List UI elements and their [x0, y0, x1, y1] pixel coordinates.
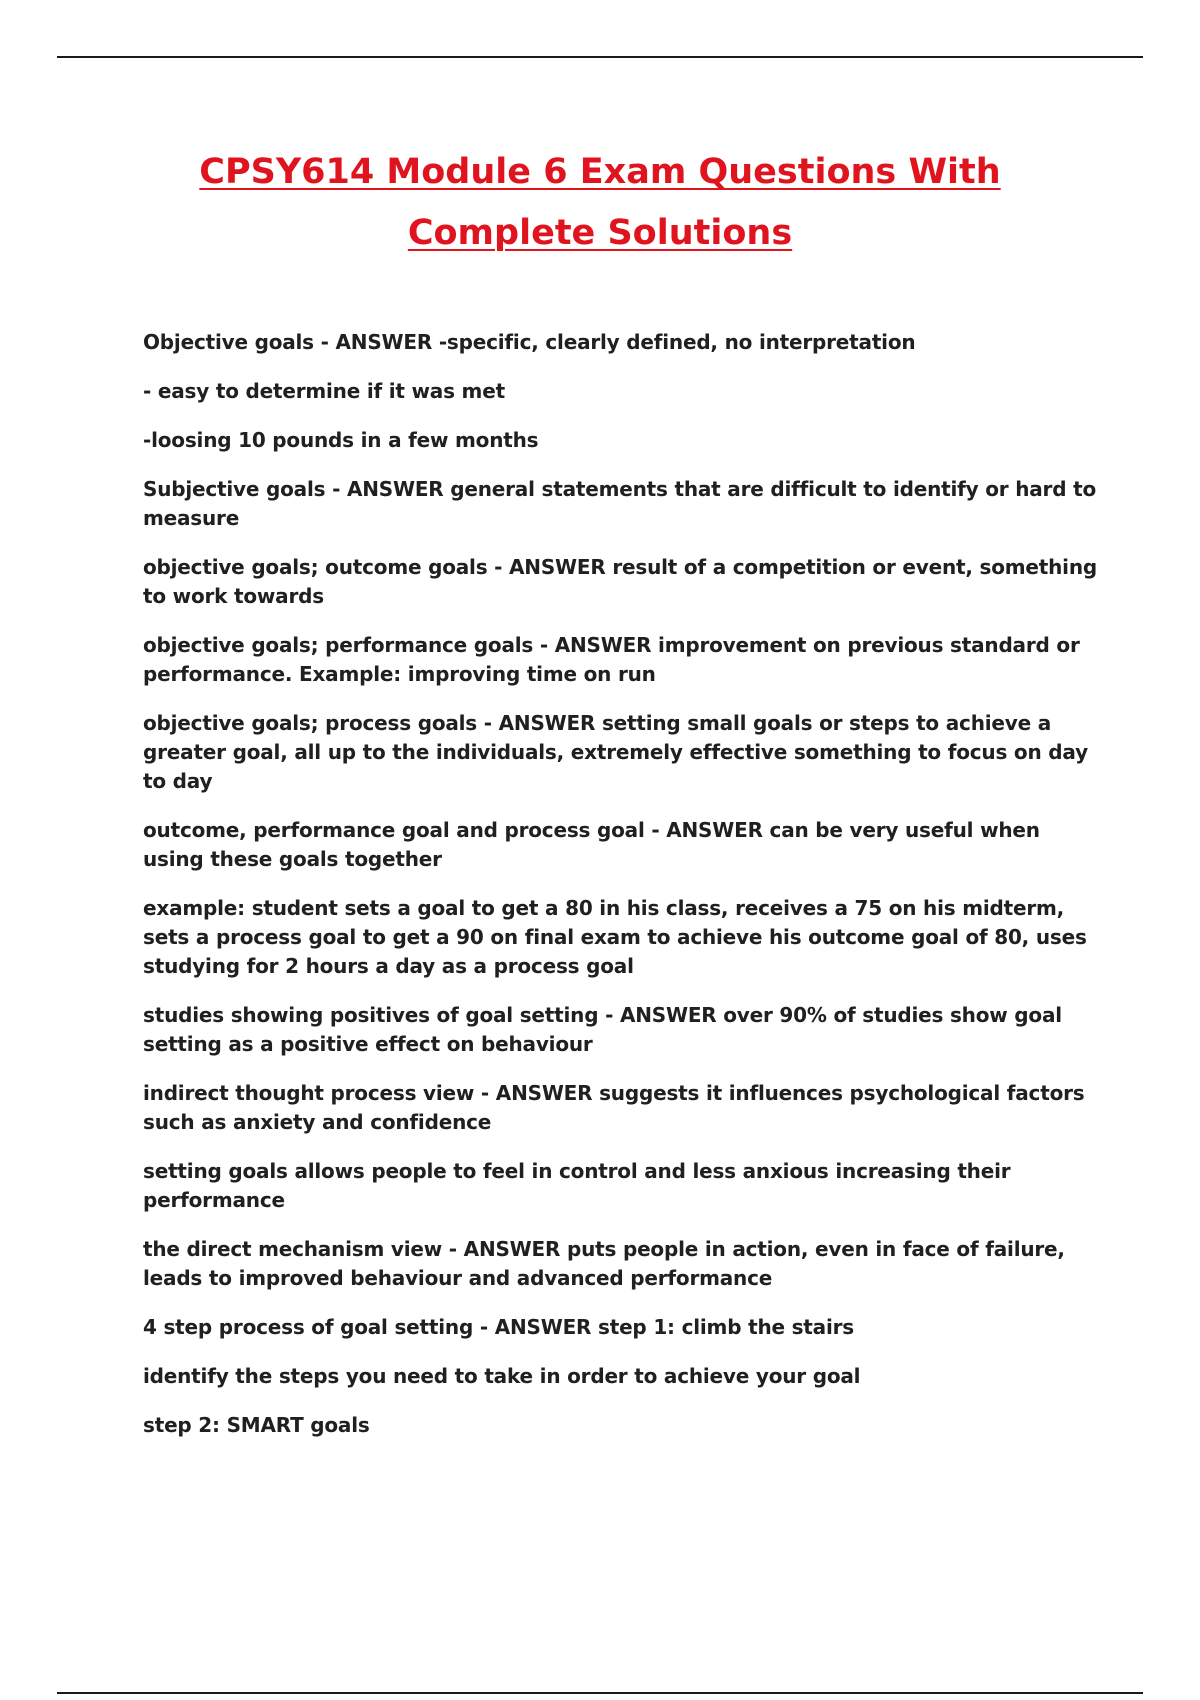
paragraph: the direct mechanism view - ANSWER puts people in action, even in face of failure, leads to improved behaviour and advanced performance: [143, 1237, 1065, 1290]
paragraph: indirect thought process view - ANSWER suggests it influences psychological factors such as anxiety and confidence: [143, 1081, 1085, 1134]
document-body: [143, 328, 1103, 1460]
paragraph: studies showing positives of goal setting - ANSWER over 90% of studies show goal setting as a positive effect on behaviour: [143, 1003, 1062, 1056]
paragraph: Objective goals - ANSWER -specific, clearly defined, no interpretation: [143, 330, 916, 354]
paragraph: objective goals; outcome goals - ANSWER result of a competition or event, something to work towards: [143, 555, 1097, 608]
paragraph: setting goals allows people to feel in control and less anxious increasing their performance: [143, 1159, 1011, 1212]
title-line-1: CPSY614 Module 6 Exam Questions With: [199, 152, 1001, 192]
paragraph: Subjective goals - ANSWER general statements that are difficult to identify or hard to measure: [143, 477, 1096, 530]
paragraph: - easy to determine if it was met: [143, 379, 505, 403]
paragraph: example: student sets a goal to get a 80 in his class, receives a 75 on his midterm, sets a process goal to get a 90 on final exam to achieve his outcome goal of 80, uses studying for 2 hours a day as a process goal: [143, 896, 1087, 978]
paragraph: -loosing 10 pounds in a few months: [143, 428, 539, 452]
paragraph: 4 step process of goal setting - ANSWER step 1: climb the stairs: [143, 1315, 854, 1339]
document-title: [100, 142, 1100, 264]
paragraph: identify the steps you need to take in order to achieve your goal: [143, 1364, 861, 1388]
top-rule: [57, 56, 1143, 58]
paragraph: step 2: SMART goals: [143, 1413, 370, 1437]
paragraph: outcome, performance goal and process goal - ANSWER can be very useful when using these goals together: [143, 818, 1040, 871]
bottom-rule: [57, 1692, 1143, 1694]
paragraph: objective goals; process goals - ANSWER setting small goals or steps to achieve a greater goal, all up to the individuals, extremely effective something to focus on day to day: [143, 711, 1088, 793]
title-line-2: Complete Solutions: [407, 213, 793, 253]
paragraph: objective goals; performance goals - ANSWER improvement on previous standard or performance. Example: improving time on run: [143, 633, 1080, 686]
